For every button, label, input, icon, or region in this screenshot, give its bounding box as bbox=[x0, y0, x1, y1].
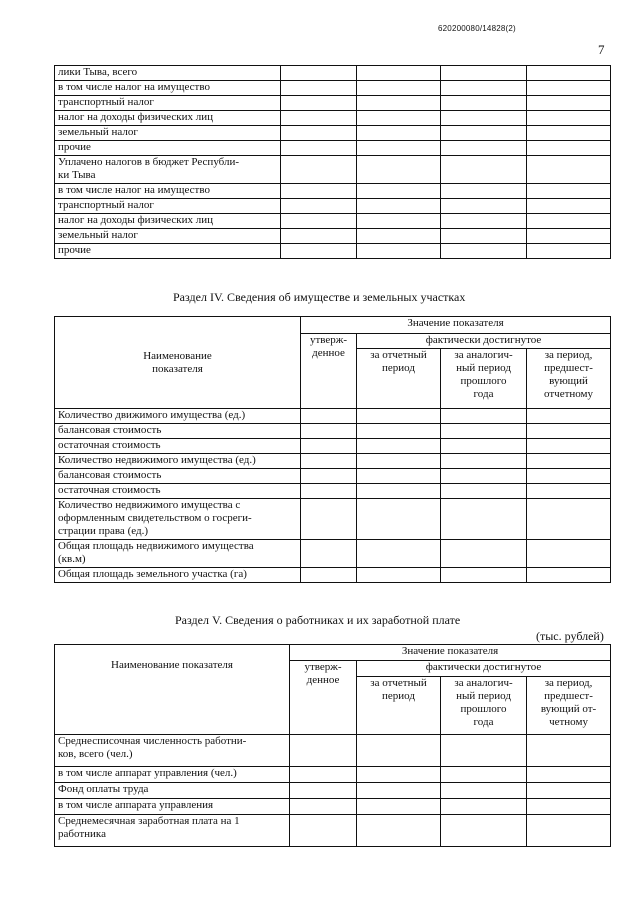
table-row bbox=[55, 184, 611, 199]
property-table bbox=[54, 316, 611, 583]
value-cell bbox=[527, 156, 611, 184]
value-cell bbox=[301, 484, 357, 499]
column-header-value: Значение показателя bbox=[301, 317, 611, 334]
row-label: Среднесписочная численность работни- ков, всего (чел.) bbox=[55, 735, 290, 767]
value-cell bbox=[281, 214, 357, 229]
row-label: прочие bbox=[55, 141, 281, 156]
value-cell bbox=[357, 81, 441, 96]
value-cell bbox=[441, 126, 527, 141]
value-cell bbox=[527, 199, 611, 214]
value-cell bbox=[441, 244, 527, 259]
table-row bbox=[55, 499, 611, 540]
value-cell bbox=[441, 96, 527, 111]
table-row bbox=[55, 767, 611, 783]
value-cell bbox=[357, 111, 441, 126]
value-cell bbox=[441, 469, 527, 484]
value-cell bbox=[301, 469, 357, 484]
value-cell bbox=[357, 499, 441, 540]
value-cell bbox=[527, 815, 611, 847]
row-label: в том числе налог на имущество bbox=[55, 81, 281, 96]
value-cell bbox=[441, 81, 527, 96]
section-5-title: Раздел V. Сведения о работниках и их заработной плате bbox=[175, 613, 461, 627]
value-cell bbox=[441, 184, 527, 199]
table-row bbox=[55, 484, 611, 499]
row-label: Количество недвижимого имущества (ед.) bbox=[55, 454, 301, 469]
value-cell bbox=[527, 126, 611, 141]
table-row bbox=[55, 799, 611, 815]
value-cell bbox=[441, 454, 527, 469]
value-cell bbox=[357, 214, 441, 229]
table-row bbox=[55, 540, 611, 568]
table-row bbox=[55, 96, 611, 111]
value-cell bbox=[290, 735, 357, 767]
value-cell bbox=[357, 735, 441, 767]
column-header-approved: утверж- денное bbox=[301, 334, 357, 409]
row-label: земельный налог bbox=[55, 229, 281, 244]
value-cell bbox=[301, 540, 357, 568]
value-cell bbox=[281, 96, 357, 111]
row-label: налог на доходы физических лиц bbox=[55, 111, 281, 126]
table-row bbox=[55, 244, 611, 259]
table-row bbox=[55, 156, 611, 184]
value-cell bbox=[527, 799, 611, 815]
table-row bbox=[55, 111, 611, 126]
column-header-reporting: за отчетный период bbox=[357, 349, 441, 409]
value-cell bbox=[357, 96, 441, 111]
value-cell bbox=[441, 199, 527, 214]
value-cell bbox=[281, 81, 357, 96]
value-cell bbox=[527, 439, 611, 454]
value-cell bbox=[527, 229, 611, 244]
value-cell bbox=[527, 96, 611, 111]
value-cell bbox=[441, 141, 527, 156]
value-cell bbox=[527, 81, 611, 96]
column-header-reporting: за отчетный период bbox=[357, 677, 441, 735]
value-cell bbox=[441, 540, 527, 568]
value-cell bbox=[281, 184, 357, 199]
value-cell bbox=[281, 126, 357, 141]
value-cell bbox=[527, 469, 611, 484]
table-row bbox=[55, 214, 611, 229]
table-row bbox=[55, 409, 611, 424]
value-cell bbox=[357, 126, 441, 141]
row-label: в том числе налог на имущество bbox=[55, 184, 281, 199]
value-cell bbox=[441, 499, 527, 540]
value-cell bbox=[301, 424, 357, 439]
value-cell bbox=[290, 767, 357, 783]
value-cell bbox=[441, 156, 527, 184]
value-cell bbox=[357, 409, 441, 424]
value-cell bbox=[357, 767, 441, 783]
value-cell bbox=[281, 66, 357, 81]
table-row bbox=[55, 783, 611, 799]
column-header-name: Наименование показателя bbox=[55, 645, 290, 735]
value-cell bbox=[281, 199, 357, 214]
column-header-actual: фактически достигнутое bbox=[357, 661, 611, 677]
value-cell bbox=[301, 454, 357, 469]
value-cell bbox=[527, 424, 611, 439]
value-cell bbox=[357, 783, 441, 799]
value-cell bbox=[357, 229, 441, 244]
row-label: Среднемесячная заработная плата на 1 работника bbox=[55, 815, 290, 847]
table-row bbox=[55, 229, 611, 244]
value-cell bbox=[301, 409, 357, 424]
table-row bbox=[55, 126, 611, 141]
table-row bbox=[55, 469, 611, 484]
value-cell bbox=[527, 214, 611, 229]
value-cell bbox=[357, 469, 441, 484]
page-number: 7 bbox=[598, 42, 605, 57]
value-cell bbox=[357, 454, 441, 469]
value-cell bbox=[441, 783, 527, 799]
table-row bbox=[55, 454, 611, 469]
column-header-prev-year: за аналогич- ный период прошлого года bbox=[441, 677, 527, 735]
value-cell bbox=[527, 540, 611, 568]
value-cell bbox=[527, 454, 611, 469]
value-cell bbox=[527, 184, 611, 199]
value-cell bbox=[441, 484, 527, 499]
value-cell bbox=[357, 540, 441, 568]
row-label: балансовая стоимость bbox=[55, 424, 301, 439]
value-cell bbox=[527, 66, 611, 81]
value-cell bbox=[441, 111, 527, 126]
value-cell bbox=[281, 244, 357, 259]
row-label: Общая площадь земельного участка (га) bbox=[55, 568, 301, 583]
row-label: прочие bbox=[55, 244, 281, 259]
row-label: транспортный налог bbox=[55, 199, 281, 214]
column-header-value: Значение показателя bbox=[290, 645, 611, 661]
row-label: транспортный налог bbox=[55, 96, 281, 111]
value-cell bbox=[441, 424, 527, 439]
value-cell bbox=[527, 484, 611, 499]
table-row bbox=[55, 815, 611, 847]
row-label: Количество недвижимого имущества с оформленным свидетельством о госреги- страции права (ед.) bbox=[55, 499, 301, 540]
tax-table bbox=[54, 65, 611, 259]
value-cell bbox=[527, 409, 611, 424]
section-4-title: Раздел IV. Сведения об имуществе и земельных участках bbox=[173, 290, 466, 304]
row-label: Фонд оплаты труда bbox=[55, 783, 290, 799]
row-label: в том числе аппарат управления (чел.) bbox=[55, 767, 290, 783]
value-cell bbox=[357, 424, 441, 439]
row-label: балансовая стоимость bbox=[55, 469, 301, 484]
value-cell bbox=[357, 66, 441, 81]
staff-table bbox=[54, 644, 611, 847]
value-cell bbox=[357, 156, 441, 184]
value-cell bbox=[281, 229, 357, 244]
row-label: в том числе аппарата управления bbox=[55, 799, 290, 815]
row-label: Уплачено налогов в бюджет Республи- ки Тыва bbox=[55, 156, 281, 184]
value-cell bbox=[357, 244, 441, 259]
table-row bbox=[55, 439, 611, 454]
value-cell bbox=[441, 439, 527, 454]
value-cell bbox=[441, 66, 527, 81]
column-header-preceding: за период, предшест- вующий от- четному bbox=[527, 677, 611, 735]
row-label: остаточная стоимость bbox=[55, 484, 301, 499]
value-cell bbox=[281, 111, 357, 126]
value-cell bbox=[357, 199, 441, 214]
table-row bbox=[55, 735, 611, 767]
row-label: Общая площадь недвижимого имущества (кв.м) bbox=[55, 540, 301, 568]
value-cell bbox=[527, 767, 611, 783]
table-row bbox=[55, 81, 611, 96]
value-cell bbox=[441, 799, 527, 815]
value-cell bbox=[527, 568, 611, 583]
table-row bbox=[55, 141, 611, 156]
row-label: лики Тыва, всего bbox=[55, 66, 281, 81]
column-header-name: Наименование показателя bbox=[55, 317, 301, 409]
value-cell bbox=[527, 244, 611, 259]
row-label: Количество движимого имущества (ед.) bbox=[55, 409, 301, 424]
value-cell bbox=[527, 783, 611, 799]
value-cell bbox=[301, 499, 357, 540]
value-cell bbox=[281, 141, 357, 156]
value-cell bbox=[441, 214, 527, 229]
value-cell bbox=[527, 141, 611, 156]
table-row bbox=[55, 568, 611, 583]
value-cell bbox=[357, 815, 441, 847]
value-cell bbox=[357, 484, 441, 499]
value-cell bbox=[357, 184, 441, 199]
value-cell bbox=[301, 439, 357, 454]
value-cell bbox=[290, 783, 357, 799]
value-cell bbox=[301, 568, 357, 583]
column-header-actual: фактически достигнутое bbox=[357, 334, 611, 349]
row-label: земельный налог bbox=[55, 126, 281, 141]
value-cell bbox=[281, 156, 357, 184]
value-cell bbox=[290, 815, 357, 847]
value-cell bbox=[357, 439, 441, 454]
units-label: (тыс. рублей) bbox=[536, 629, 604, 643]
value-cell bbox=[527, 735, 611, 767]
column-header-preceding: за период, предшест- вующий отчетному bbox=[527, 349, 611, 409]
value-cell bbox=[357, 568, 441, 583]
value-cell bbox=[357, 799, 441, 815]
value-cell bbox=[290, 799, 357, 815]
table-row bbox=[55, 424, 611, 439]
column-header-approved: утверж- денное bbox=[290, 661, 357, 735]
table-row bbox=[55, 66, 611, 81]
value-cell bbox=[441, 767, 527, 783]
value-cell bbox=[441, 409, 527, 424]
value-cell bbox=[441, 229, 527, 244]
value-cell bbox=[527, 499, 611, 540]
row-label: остаточная стоимость bbox=[55, 439, 301, 454]
value-cell bbox=[441, 568, 527, 583]
value-cell bbox=[441, 735, 527, 767]
document-id: 620200080/14828(2) bbox=[438, 24, 516, 33]
value-cell bbox=[357, 141, 441, 156]
table-row bbox=[55, 199, 611, 214]
column-header-prev-year: за аналогич- ный период прошлого года bbox=[441, 349, 527, 409]
value-cell bbox=[527, 111, 611, 126]
value-cell bbox=[441, 815, 527, 847]
row-label: налог на доходы физических лиц bbox=[55, 214, 281, 229]
